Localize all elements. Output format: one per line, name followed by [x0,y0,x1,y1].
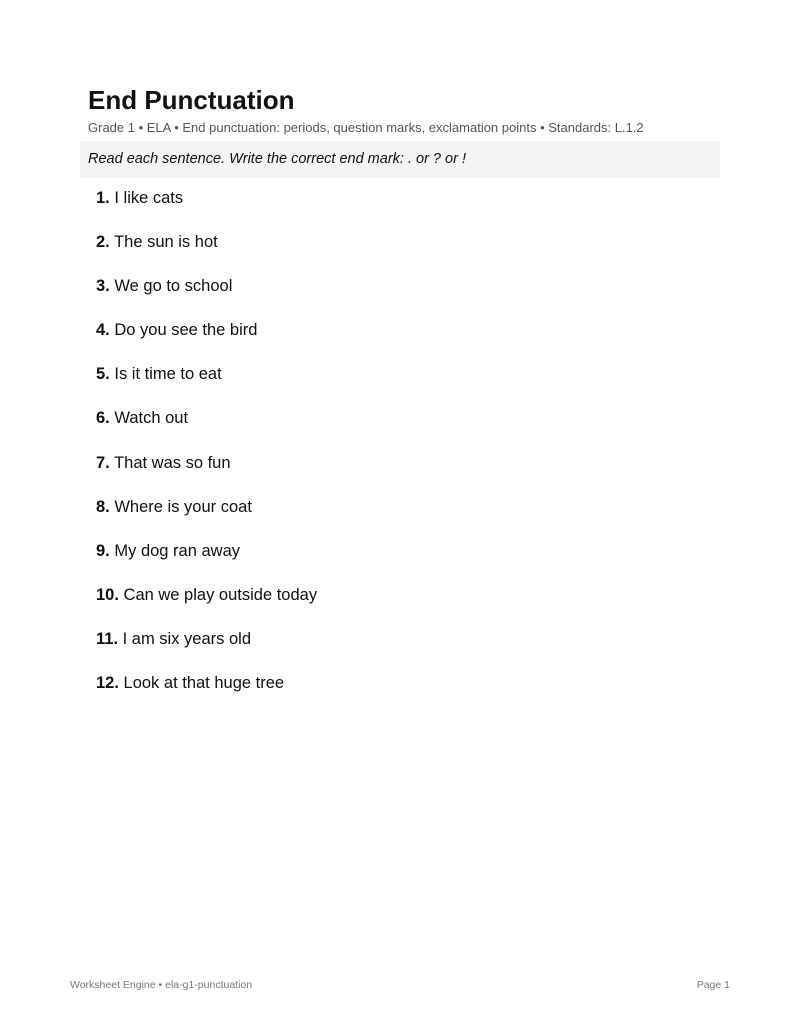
item-number: 8. [96,497,110,516]
instructions-box: Read each sentence. Write the correct end mark: . or ? or ! [80,141,720,178]
list-item [96,583,317,627]
item-sentence: That was so fun [114,453,231,472]
item-number: 2. [96,233,110,252]
sentence-list [96,186,317,715]
item-number: 6. [96,409,110,428]
item-number: 1. [96,189,110,207]
list-item [96,539,317,583]
item-number: 12. [96,674,119,693]
item-sentence: We go to school [114,277,233,296]
item-sentence: I am six years old [122,629,251,648]
item-number: 4. [96,321,110,340]
item-number: 7. [96,453,110,472]
list-item [96,362,317,406]
item-sentence: Is it time to eat [114,365,222,384]
item-sentence: Watch out [114,409,189,428]
list-item [96,318,317,362]
item-sentence: My dog ran away [114,541,241,560]
list-item [96,230,317,274]
footer-source: Worksheet Engine • ela-g1-punctuation [70,979,253,991]
item-number: 3. [96,277,110,296]
list-item [96,495,317,539]
list-item [96,671,317,715]
list-item [96,451,317,495]
item-sentence: Can we play outside today [123,585,318,604]
item-number: 9. [96,541,110,560]
list-item [96,186,317,230]
worksheet-meta: Grade 1 • ELA • End punctuation: periods, question marks, exclamation points • Standards: L.1.2 [88,120,644,135]
list-item [96,274,317,318]
footer-page-number: Page 1 [696,979,730,991]
list-item [96,627,317,671]
item-sentence: Where is your coat [114,497,252,516]
item-sentence: I like cats [114,189,184,207]
item-number: 10. [96,585,119,604]
item-number: 11. [96,629,119,648]
item-number: 5. [96,365,110,384]
item-sentence: The sun is hot [114,233,218,252]
item-sentence: Look at that huge tree [123,674,285,693]
list-item [96,406,317,450]
page-title: End Punctuation [88,85,295,115]
item-sentence: Do you see the bird [114,321,258,340]
